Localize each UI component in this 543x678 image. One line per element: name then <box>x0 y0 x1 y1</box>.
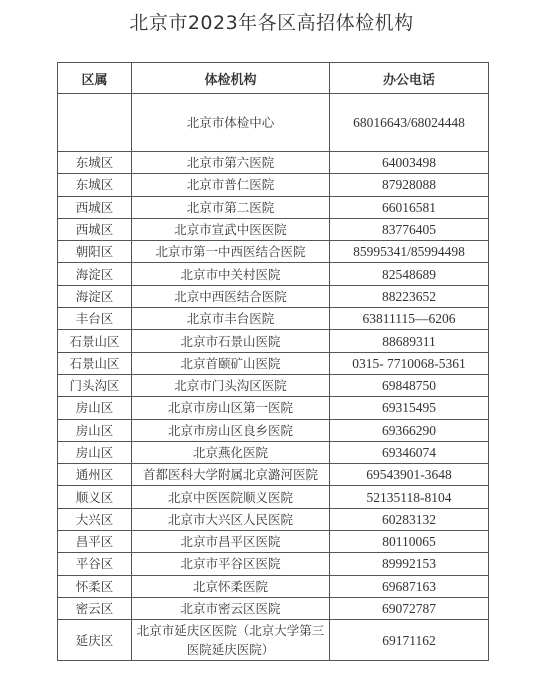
table-row <box>58 441 489 463</box>
institution-cell: 北京中西医结合医院 <box>132 285 330 307</box>
institution-cell: 北京市房山区良乡医院 <box>132 419 330 441</box>
phone-cell: 88223652 <box>330 285 489 307</box>
institution-cell: 北京市延庆区医院（北京大学第三医院延庆医院） <box>132 620 330 661</box>
district-cell: 石景山区 <box>58 352 132 374</box>
institution-cell: 北京市房山区第一医院 <box>132 397 330 419</box>
institution-cell: 北京市平谷区医院 <box>132 553 330 575</box>
institution-cell: 北京市中关村医院 <box>132 263 330 285</box>
header-phone: 办公电话 <box>330 63 489 94</box>
institution-cell: 北京中医医院顺义医院 <box>132 486 330 508</box>
district-cell: 大兴区 <box>58 508 132 530</box>
table-row <box>58 94 489 152</box>
table-row <box>58 397 489 419</box>
phone-cell: 69171162 <box>330 620 489 661</box>
phone-cell: 83776405 <box>330 218 489 240</box>
table-row <box>58 486 489 508</box>
institution-cell: 北京市大兴区人民医院 <box>132 508 330 530</box>
district-cell: 西城区 <box>58 218 132 240</box>
institution-cell: 北京市密云区医院 <box>132 597 330 619</box>
institution-cell: 北京市丰台医院 <box>132 308 330 330</box>
district-cell: 昌平区 <box>58 531 132 553</box>
table-row <box>58 308 489 330</box>
table-row <box>58 196 489 218</box>
district-cell <box>58 94 132 152</box>
phone-cell: 69366290 <box>330 419 489 441</box>
district-cell: 平谷区 <box>58 553 132 575</box>
phone-cell: 0315- 7710068-5361 <box>330 352 489 374</box>
table-row <box>58 575 489 597</box>
institution-cell: 北京怀柔医院 <box>132 575 330 597</box>
table-row <box>58 352 489 374</box>
phone-cell: 69072787 <box>330 597 489 619</box>
district-cell: 丰台区 <box>58 308 132 330</box>
header-district: 区属 <box>58 63 132 94</box>
table-row <box>58 285 489 307</box>
phone-cell: 69315495 <box>330 397 489 419</box>
table-row <box>58 419 489 441</box>
phone-cell: 85995341/85994498 <box>330 241 489 263</box>
district-cell: 石景山区 <box>58 330 132 352</box>
phone-cell: 80110065 <box>330 531 489 553</box>
institution-cell: 北京市普仁医院 <box>132 174 330 196</box>
page-title: 北京市2023年各区高招体检机构 <box>129 12 414 34</box>
district-cell: 房山区 <box>58 419 132 441</box>
phone-cell: 60283132 <box>330 508 489 530</box>
institution-table <box>57 62 489 661</box>
table-row <box>58 374 489 396</box>
table-row <box>58 553 489 575</box>
table-row <box>58 330 489 352</box>
district-cell: 密云区 <box>58 597 132 619</box>
table-row <box>58 241 489 263</box>
phone-cell: 64003498 <box>330 152 489 174</box>
phone-cell: 69543901-3648 <box>330 464 489 486</box>
table-body <box>58 94 489 661</box>
institution-cell: 北京市体检中心 <box>132 94 330 152</box>
district-cell: 朝阳区 <box>58 241 132 263</box>
district-cell: 海淀区 <box>58 285 132 307</box>
district-cell: 房山区 <box>58 441 132 463</box>
header-institution: 体检机构 <box>132 63 330 94</box>
phone-cell: 66016581 <box>330 196 489 218</box>
table-row <box>58 152 489 174</box>
phone-cell: 87928088 <box>330 174 489 196</box>
phone-cell: 69687163 <box>330 575 489 597</box>
district-cell: 怀柔区 <box>58 575 132 597</box>
institution-cell: 北京首颐矿山医院 <box>132 352 330 374</box>
institution-cell: 北京市宣武中医医院 <box>132 218 330 240</box>
institution-cell: 北京市昌平区医院 <box>132 531 330 553</box>
institution-cell: 北京市石景山医院 <box>132 330 330 352</box>
institution-cell: 首都医科大学附属北京潞河医院 <box>132 464 330 486</box>
table-row <box>58 620 489 661</box>
table-row <box>58 263 489 285</box>
district-cell: 门头沟区 <box>58 374 132 396</box>
institution-cell: 北京市第二医院 <box>132 196 330 218</box>
district-cell: 房山区 <box>58 397 132 419</box>
table-row <box>58 531 489 553</box>
table-row <box>58 464 489 486</box>
phone-cell: 63811115—6206 <box>330 308 489 330</box>
district-cell: 东城区 <box>58 174 132 196</box>
district-cell: 顺义区 <box>58 486 132 508</box>
district-cell: 西城区 <box>58 196 132 218</box>
phone-cell: 88689311 <box>330 330 489 352</box>
table-row <box>58 218 489 240</box>
phone-cell: 82548689 <box>330 263 489 285</box>
phone-cell: 69346074 <box>330 441 489 463</box>
institution-cell: 北京市第六医院 <box>132 152 330 174</box>
phone-cell: 52135118-8104 <box>330 486 489 508</box>
district-cell: 延庆区 <box>58 620 132 661</box>
phone-cell: 69848750 <box>330 374 489 396</box>
table-header-row <box>58 63 489 94</box>
phone-cell: 89992153 <box>330 553 489 575</box>
phone-cell: 68016643/68024448 <box>330 94 489 152</box>
district-cell: 海淀区 <box>58 263 132 285</box>
table-row <box>58 174 489 196</box>
district-cell: 通州区 <box>58 464 132 486</box>
institution-cell: 北京市门头沟区医院 <box>132 374 330 396</box>
table-row <box>58 597 489 619</box>
table-row <box>58 508 489 530</box>
institution-cell: 北京市第一中西医结合医院 <box>132 241 330 263</box>
institution-cell: 北京燕化医院 <box>132 441 330 463</box>
district-cell: 东城区 <box>58 152 132 174</box>
